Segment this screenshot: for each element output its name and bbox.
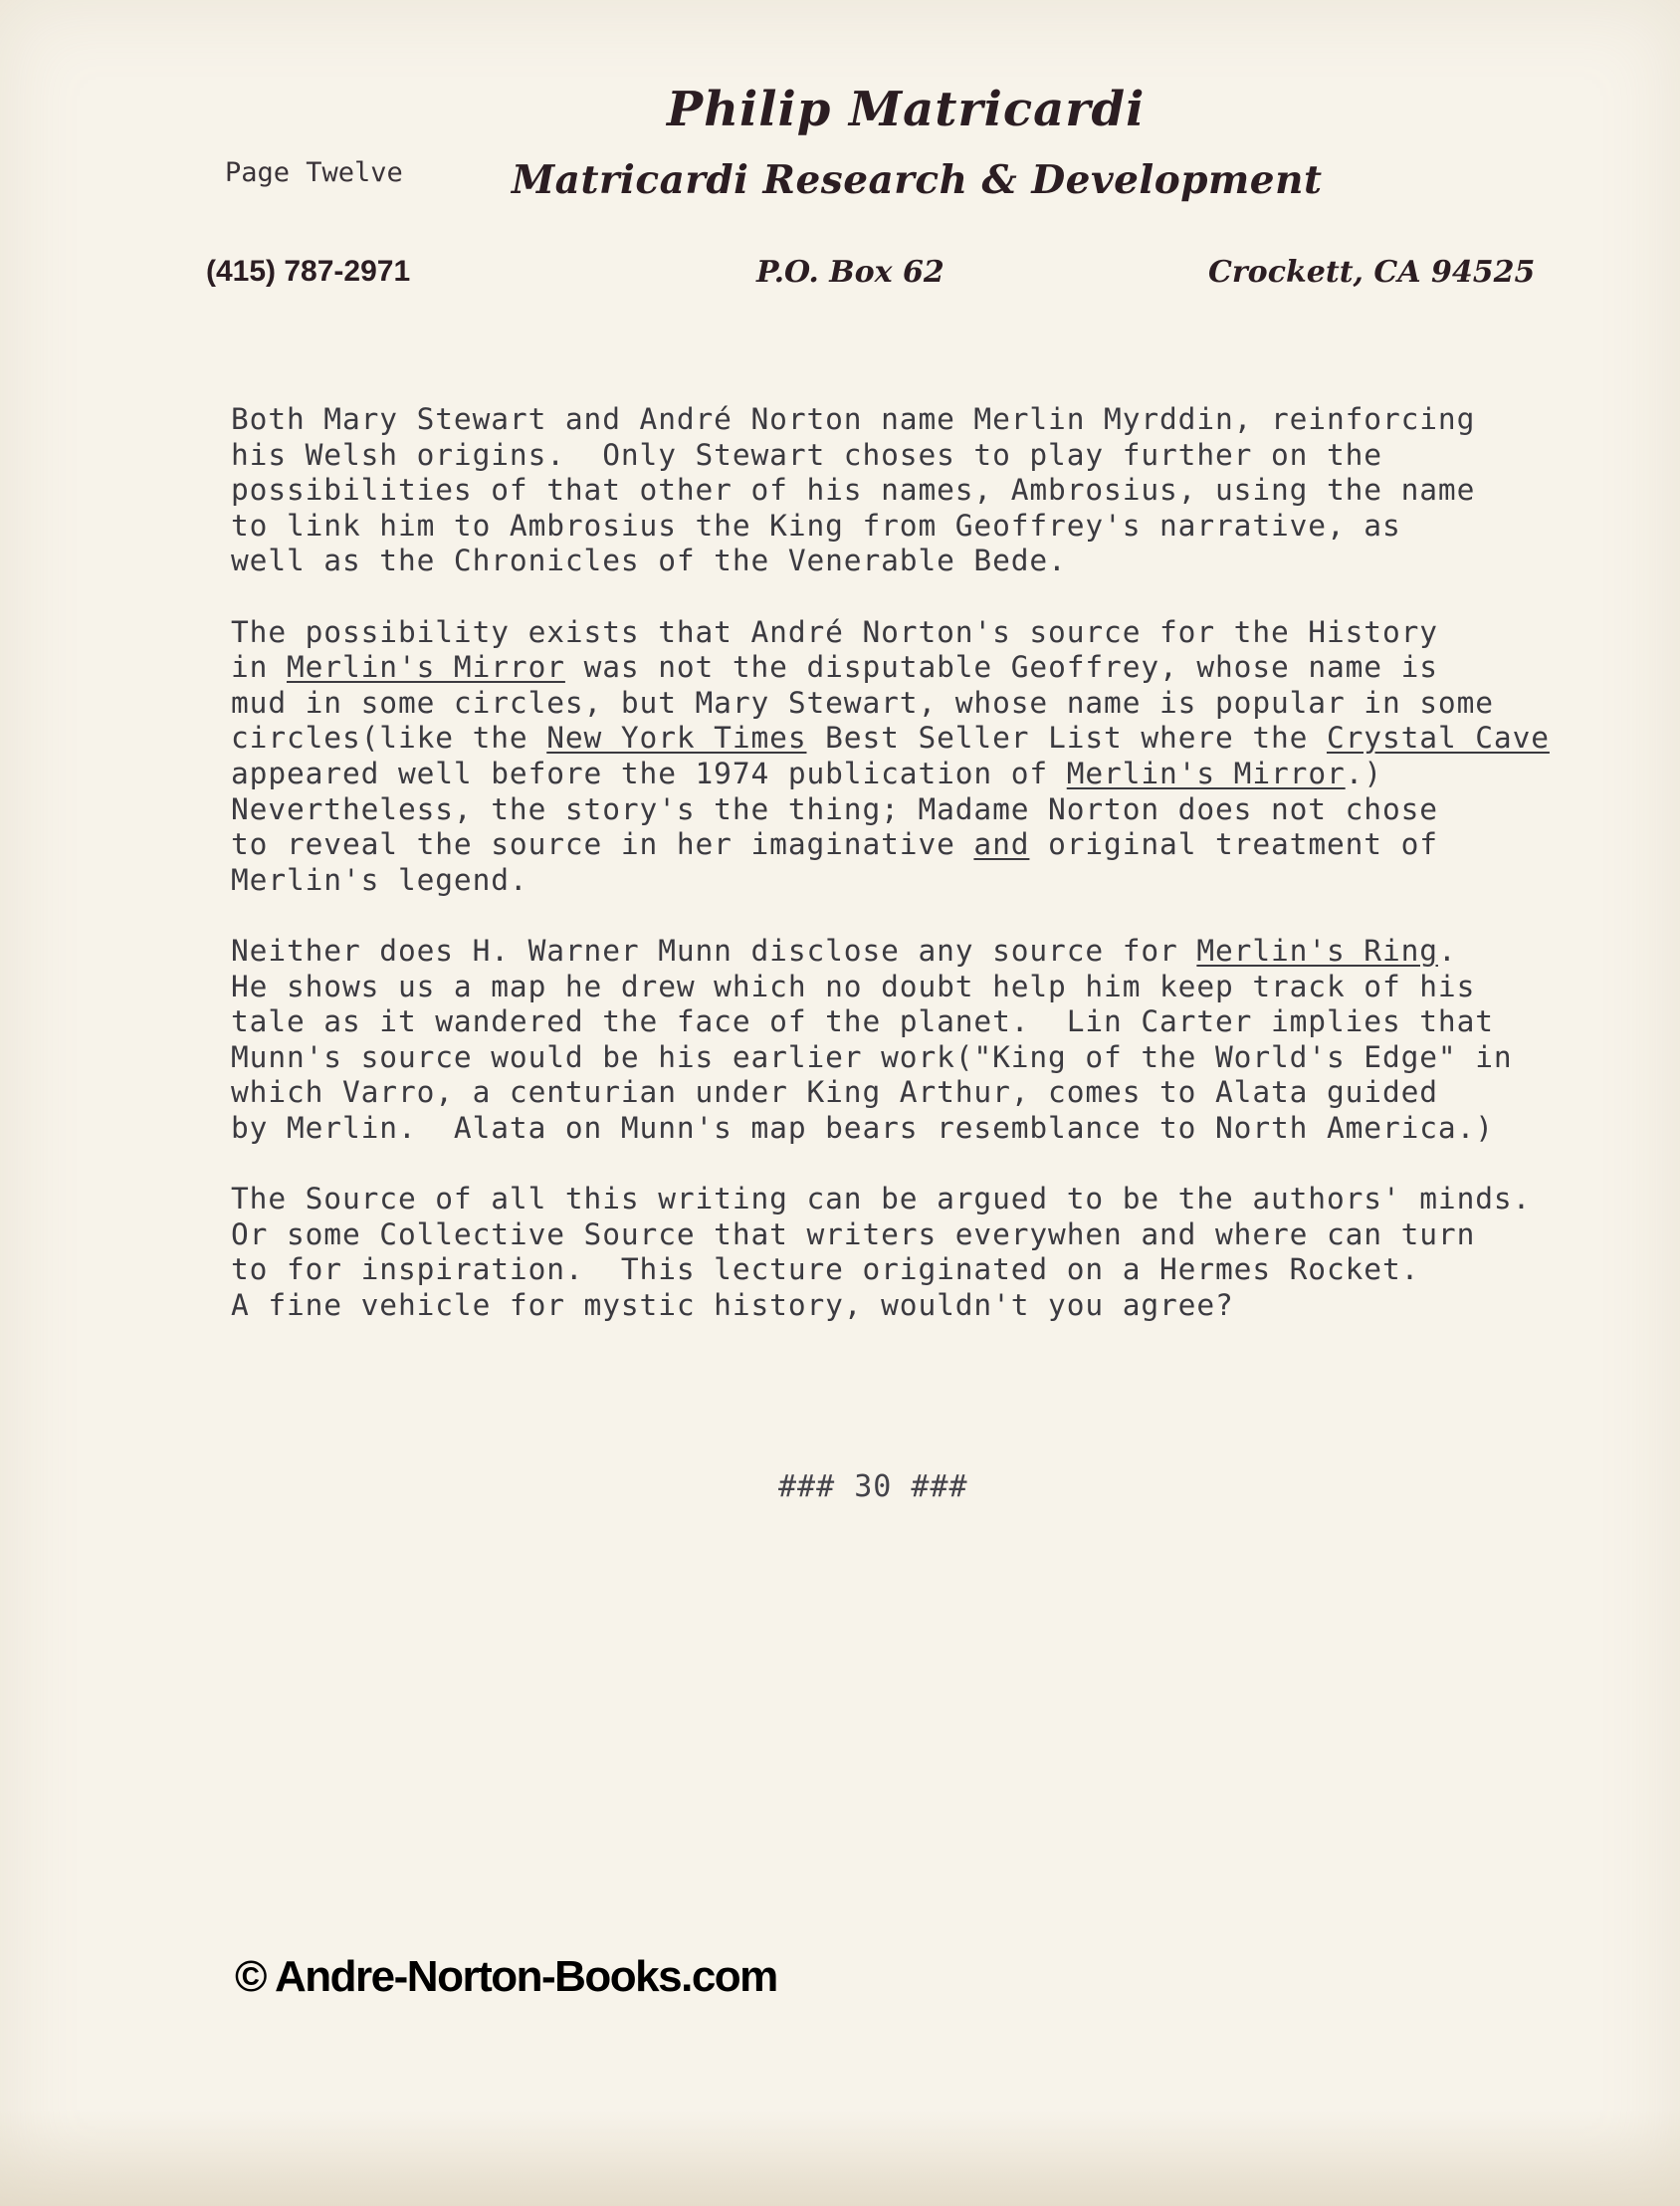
text-run: his Welsh origins. Only Stewart choses to play further on the [231,437,1382,472]
letterhead-name: Philip Matricardi [667,82,1146,137]
text-run: mud in some circles, but Mary Stewart, whose name is popular in some [231,685,1494,720]
text-line [231,1040,1654,1076]
underlined-title: Merlin's Mirror [1066,756,1346,790]
text-run: tale as it wandered the face of the planet. Lin Carter implies that [231,1004,1494,1039]
text-run: circles(like the [231,721,547,756]
end-of-text-mark: ### 30 ### [778,1469,968,1504]
paper-edge-shading [0,2110,1680,2206]
letterhead-phone: (415) 787-2971 [206,255,411,288]
text-line [231,934,1654,970]
paragraph [231,615,1654,899]
text-run: The Source of all this writing can be argued to be the authors' minds. [231,1182,1532,1216]
text-run: well as the Chronicles of the Venerable Bede. [231,544,1067,578]
text-line [231,792,1654,828]
text-run: The possibility exists that André Norton's source for the History [231,614,1438,649]
text-line [231,1288,1654,1324]
underlined-title: Crystal Cave [1326,721,1550,756]
text-line [231,1004,1654,1040]
text-run: Merlin's legend. [231,862,528,897]
text-line [231,970,1654,1005]
text-run: Best Seller List where the [806,721,1327,756]
text-run: to reveal the source in her imaginative [231,827,974,862]
underlined-title: Merlin's Ring [1196,933,1438,968]
text-run: Neither does H. Warner Munn disclose any source for [231,933,1197,968]
underlined-title: and [973,827,1030,862]
text-line [231,757,1654,792]
text-run: He shows us a map he drew which no doubt help him keep track of his [231,969,1476,1003]
text-run: by Merlin. Alata on Munn's map bears resemblance to North America.) [231,1110,1494,1145]
text-line [231,1111,1654,1147]
letterhead-company: Matricardi Research & Development [512,157,1323,203]
text-line [231,1182,1654,1217]
text-run: possibilities of that other of his names, Ambrosius, using the name [231,473,1476,508]
text-line [231,1217,1654,1253]
letterhead-city: Crockett, CA 94525 [1208,255,1536,290]
paragraph [231,934,1654,1147]
text-run: to for inspiration. This lecture originated on a Hermes Rocket. [231,1252,1420,1287]
text-run: A fine vehicle for mystic history, wouldn't you agree? [231,1287,1234,1322]
text-line [231,863,1654,899]
underlined-title: Merlin's Mirror [286,650,565,685]
text-line [231,650,1654,686]
text-line [231,721,1654,757]
underlined-title: New York Times [546,721,807,756]
text-line [231,438,1654,474]
text-run: was not the disputable Geoffrey, whose name is [564,650,1438,685]
text-line [231,402,1654,438]
text-run: to link him to Ambrosius the King from Geoffrey's narrative, as [231,508,1401,543]
text-run: Or some Collective Source that writers everywhen and where can turn [231,1216,1476,1251]
text-run: . [1437,933,1457,968]
text-run: Both Mary Stewart and André Norton name Merlin Myrddin, reinforcing [231,402,1476,436]
copyright-watermark: © Andre-Norton-Books.com [235,1952,777,2001]
text-line [231,1075,1654,1111]
paragraph [231,1182,1654,1323]
text-line [231,1252,1654,1288]
paragraph [231,402,1654,579]
text-line [231,827,1654,863]
text-run: Munn's source would be his earlier work("King of the World's Edge" in [231,1039,1513,1074]
text-line [231,473,1654,509]
text-run: in [231,650,287,685]
text-run: which Varro, a centurian under King Arthur, comes to Alata guided [231,1075,1438,1110]
text-run: Nevertheless, the story's the thing; Madame Norton does not chose [231,791,1438,826]
text-run: appeared well before the 1974 publication of [231,756,1067,790]
letter-body [231,402,1654,1359]
text-line [231,686,1654,722]
page-label: Page Twelve [225,157,403,188]
text-line [231,509,1654,545]
text-run: original treatment of [1029,827,1438,862]
text-line [231,615,1654,651]
text-line [231,544,1654,579]
letterhead-po-box: P.O. Box 62 [756,255,945,290]
text-run: .) [1345,756,1382,790]
